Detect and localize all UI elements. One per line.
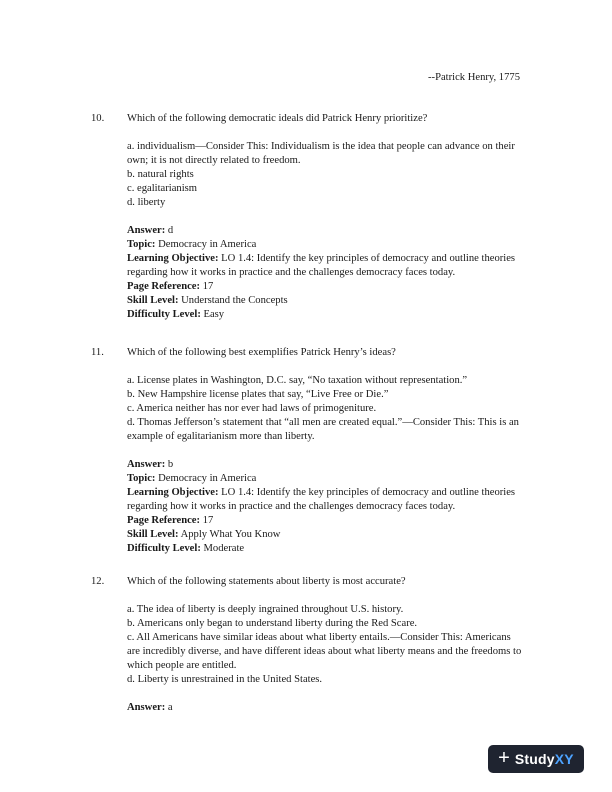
question-10	[91, 112, 523, 322]
page-reference-value: 17	[202, 281, 214, 292]
difficulty-level-label: Difficulty Level:	[127, 309, 201, 320]
page-reference-label: Page Reference:	[127, 515, 201, 526]
question-12	[91, 575, 523, 715]
answer-line	[127, 224, 523, 238]
topic-value: Democracy in America	[158, 239, 257, 250]
quote-attribution: --Patrick Henry, 1775	[428, 72, 520, 83]
learning-objective-line	[127, 486, 523, 514]
answer-choices	[127, 140, 523, 210]
page-reference-label: Page Reference:	[127, 281, 201, 292]
difficulty-level-label: Difficulty Level:	[127, 543, 201, 554]
difficulty-level-line	[127, 308, 523, 322]
topic-label: Topic:	[127, 239, 156, 250]
learning-objective-value: LO 1.4: Identify the key principles of democracy and outline theories regarding how it works in practice and the challenges democracy faces today.	[127, 253, 516, 278]
choice-b: b. New Hampshire license plates that say, “Live Free or Die.”	[127, 389, 389, 400]
page-reference-value: 17	[202, 515, 214, 526]
question-metadata	[127, 224, 523, 322]
brand-accent: XY	[554, 751, 574, 767]
choice-a: a. individualism—Consider This: Individualism is the idea that people can advance on their own; it is not directly related to freedom.	[127, 141, 515, 166]
question-text: Which of the following statements about liberty is most accurate?	[127, 576, 406, 587]
answer-value: a	[167, 702, 173, 713]
learning-objective-label: Learning Objective:	[127, 253, 219, 264]
difficulty-level-value: Easy	[203, 309, 225, 320]
question-metadata	[127, 701, 523, 715]
studyxy-badge[interactable]	[488, 745, 584, 773]
question-number: 12.	[91, 576, 105, 587]
choice-d: d. Liberty is unrestrained in the United States.	[127, 674, 323, 685]
topic-value: Democracy in America	[158, 473, 257, 484]
choice-d: d. liberty	[127, 197, 166, 208]
choice-c: c. All Americans have similar ideas about what liberty entails.—Consider This: Americans are incredibly diverse, and have different ideas about what liberty means and the freedoms to which people are entitled.	[127, 632, 522, 671]
choice-b: b. Americans only began to understand liberty during the Red Scare.	[127, 618, 418, 629]
page-reference-line	[127, 280, 523, 294]
answer-label: Answer:	[127, 459, 166, 470]
answer-choices	[127, 374, 523, 444]
answer-value: d	[167, 225, 174, 236]
learning-objective-value: LO 1.4: Identify the key principles of democracy and outline theories regarding how it works in practice and the challenges democracy faces today.	[127, 487, 516, 512]
plus-icon: +	[498, 747, 510, 769]
choice-a: a. The idea of liberty is deeply ingrained throughout U.S. history.	[127, 604, 404, 615]
answer-line	[127, 701, 523, 715]
learning-objective-label: Learning Objective:	[127, 487, 219, 498]
question-number: 11.	[91, 347, 104, 358]
page-reference-line	[127, 514, 523, 528]
choice-a: a. License plates in Washington, D.C. say, “No taxation without representation.”	[127, 375, 468, 386]
difficulty-level-line	[127, 542, 523, 556]
studyxy-logo-text	[515, 752, 574, 766]
choice-d: d. Thomas Jefferson’s statement that “all men are created equal.”—Consider This: This is an example of egalitarianism more than liberty.	[127, 417, 519, 442]
choice-b: b. natural rights	[127, 169, 194, 180]
answer-label: Answer:	[127, 702, 166, 713]
skill-level-value: Apply What You Know	[180, 529, 281, 540]
answer-value: b	[167, 459, 174, 470]
learning-objective-line	[127, 252, 523, 280]
answer-line	[127, 458, 523, 472]
skill-level-label: Skill Level:	[127, 295, 179, 306]
question-number: 10.	[91, 113, 105, 124]
answer-choices	[127, 603, 523, 687]
topic-line	[127, 472, 523, 486]
skill-level-line	[127, 294, 523, 308]
answer-label: Answer:	[127, 225, 166, 236]
question-metadata	[127, 458, 523, 556]
skill-level-line	[127, 528, 523, 542]
question-text: Which of the following best exemplifies Patrick Henry’s ideas?	[127, 347, 396, 358]
question-11	[91, 346, 523, 556]
skill-level-value: Understand the Concepts	[181, 295, 288, 306]
topic-line	[127, 238, 523, 252]
difficulty-level-value: Moderate	[203, 543, 245, 554]
question-text: Which of the following democratic ideals did Patrick Henry prioritize?	[127, 113, 428, 124]
skill-level-label: Skill Level:	[127, 529, 179, 540]
topic-label: Topic:	[127, 473, 156, 484]
choice-c: c. America neither has nor ever had laws of primogeniture.	[127, 403, 377, 414]
choice-c: c. egalitarianism	[127, 183, 198, 194]
brand-main: Study	[514, 751, 555, 767]
